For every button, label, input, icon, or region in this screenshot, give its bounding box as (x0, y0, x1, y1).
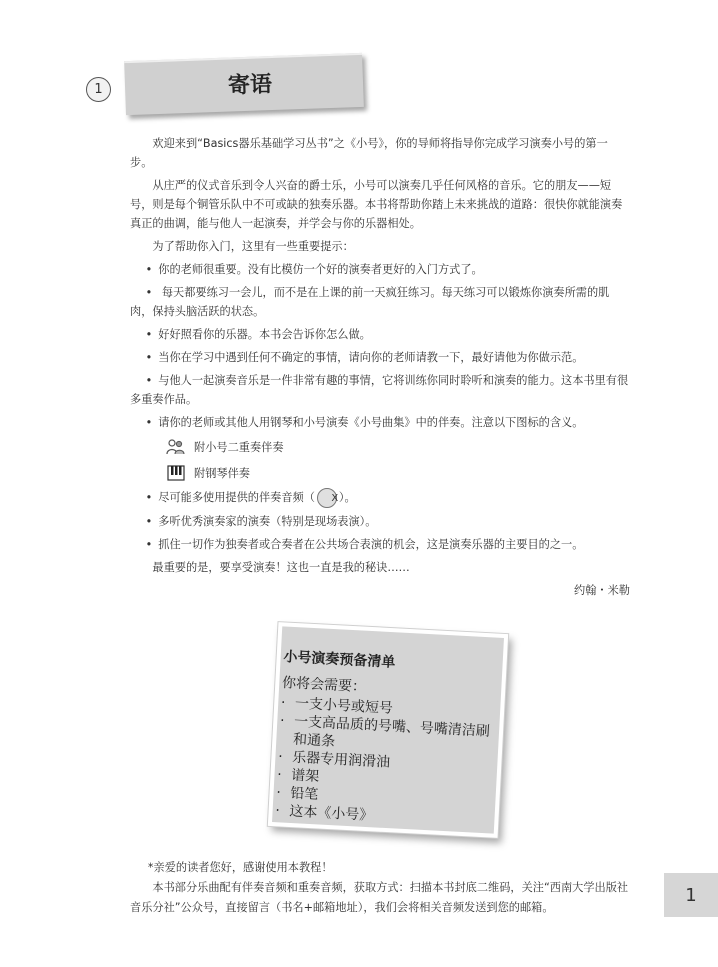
closing-line: 最重要的是，要享受演奏！这也一直是我的秘诀…… (152, 561, 410, 574)
checklist-item-text: 铅笔 (289, 785, 319, 803)
signature: 约翰・米勒 (574, 584, 630, 597)
bullet-icon: • (145, 491, 153, 504)
bullet-icon: • (145, 263, 153, 276)
tip-text: 与他人一起演奏音乐是一件非常有趣的事情，它将训练你同时聆听和演奏的能力。这本书里有很多重奏作品。 (130, 374, 629, 406)
checklist-item-text: 谱架 (290, 767, 320, 786)
checklist-item-text: 这本《小号》 (288, 803, 374, 824)
footer-notice (130, 858, 630, 918)
bullet-icon: • (145, 515, 153, 528)
tip-item (130, 348, 630, 367)
bullet-icon: · (277, 748, 284, 766)
tip-text: ）。 (338, 491, 356, 504)
tip-item (130, 371, 630, 409)
bullet-icon: • (145, 416, 153, 429)
tip-item (130, 260, 630, 279)
legend-duet (166, 436, 630, 458)
bullet-icon: · (279, 712, 285, 730)
checklist-item-text: 一支小号或短号 (294, 695, 394, 717)
bullet-icon: · (280, 694, 286, 712)
checklist-item-text: 乐器专用润滑油 (291, 749, 391, 771)
audio-cd-icon: X (317, 488, 337, 508)
tip-item (130, 413, 630, 432)
tip-text: 好好照看你的乐器。本书会告诉你怎么做。 (158, 328, 371, 341)
tip-item (130, 325, 630, 344)
bullet-icon: · (276, 766, 283, 784)
checklist-subtitle: 你将会需要： (281, 674, 367, 696)
duet-people-icon (166, 438, 186, 456)
bullet-icon: • (145, 538, 153, 551)
tip-text: 多听优秀演奏家的演奏（特别是现场表演）。 (158, 515, 377, 528)
intro-paragraph-2: 从庄严的仪式音乐到令人兴奋的爵士乐，小号可以演奏几乎任何风格的音乐。它的朋友——短号，则是每个铜管乐队中不可或缺的独奏乐器。本书将帮助你踏上未来挑战的道路：很快你就能演奏真正的曲调，能与他人一起演奏，并学会与你的乐器相处。 (130, 179, 623, 230)
foreword-body (130, 134, 630, 604)
section-number-badge: 1 (86, 77, 111, 102)
page-number-tab: 1 (664, 873, 718, 917)
intro-paragraph-3: 为了帮助你入门，这里有一些重要提示： (152, 240, 354, 253)
bullet-icon: · (274, 802, 281, 819)
bullet-icon: • (145, 286, 153, 299)
bullet-icon: • (145, 351, 153, 364)
page-title: 寄语 (227, 72, 273, 99)
tip-item (130, 488, 630, 508)
intro-paragraph-1: 欢迎来到“Basics器乐基础学习丛书”之《小号》，你的导师将指导你完成学习演奏小号的第一步。 (130, 137, 608, 169)
tip-text: 当你在学习中遇到任何不确定的事情，请向你的老师请教一下，最好请他为你做示范。 (158, 351, 584, 364)
tip-text: 抓住一切作为独奏者或合奏者在公共场合表演的机会，这是演奏乐器的主要目的之一。 (158, 538, 584, 551)
tip-item (130, 512, 630, 531)
tip-item (130, 283, 630, 321)
bullet-icon: • (145, 328, 153, 341)
tip-text: 你的老师很重要。没有比模仿一个好的演奏者更好的入门方式了。 (158, 263, 483, 276)
checklist-item-text: 一支高品质的号嘴、号嘴清洁刷和通条 (292, 713, 491, 750)
bullet-icon: · (275, 784, 282, 802)
legend-piano-label: 附钢琴伴奏 (194, 466, 250, 480)
tip-text: 请你的老师或其他人用钢琴和小号演奏《小号曲集》中的伴奏。注意以下图标的含义。 (158, 416, 584, 429)
checklist-content (275, 646, 504, 831)
tip-item (130, 535, 630, 554)
footer-info: 本书部分乐曲配有伴奏音频和重奏音频，获取方式：扫描本书封底二维码，关注“西南大学出版社音乐分社”公众号，直接留言（书名+邮箱地址），我们会将相关音频发送到您的邮箱。 (130, 881, 629, 914)
tip-text: 每天都要练习一会儿，而不是在上课的前一天疯狂练习。每天练习可以锻炼你演奏所需的肌肉，保持头脑活跃的状态。 (130, 286, 610, 318)
bullet-icon: • (145, 374, 153, 387)
legend-piano (166, 462, 630, 484)
legend-duet-label: 附小号二重奏伴奏 (194, 440, 284, 454)
piano-keys-icon (166, 464, 186, 482)
footer-note: *亲爱的读者您好，感谢使用本教程！ (147, 861, 333, 874)
tip-text: 尽可能多使用提供的伴奏音频（ (158, 491, 315, 504)
checklist-title: 小号演奏预备清单 (283, 648, 396, 671)
